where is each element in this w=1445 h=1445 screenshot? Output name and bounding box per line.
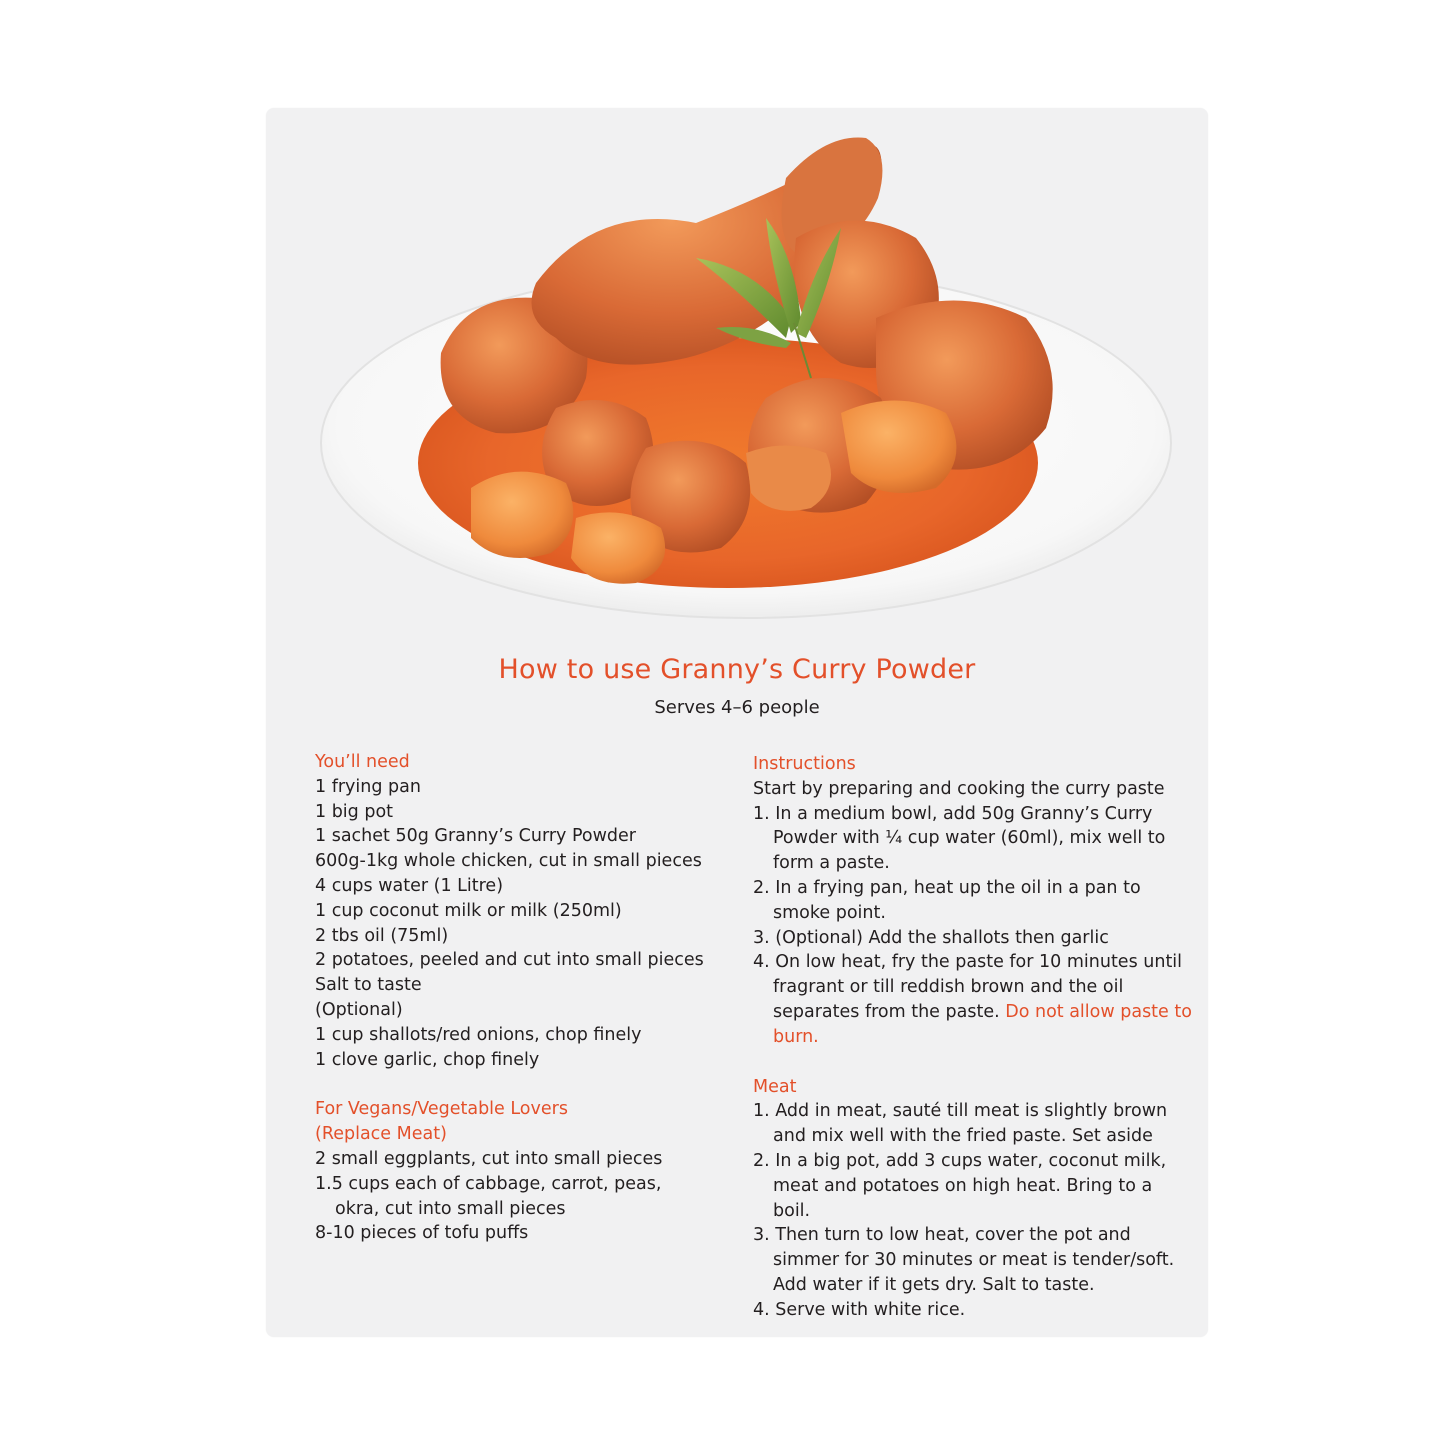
- page-title: How to use Granny’s Curry Powder: [498, 654, 976, 685]
- ingredient-item: 1 big pot: [315, 801, 394, 822]
- vegan-item: 2 small eggplants, cut into small pieces: [315, 1148, 663, 1169]
- ingredient-item: 2 potatoes, peeled and cut into small pieces: [315, 950, 704, 971]
- meat-step: 4. Serve with white rice.: [753, 1299, 966, 1320]
- meat-heading: Meat: [753, 1076, 797, 1097]
- instructions-column: [753, 752, 1192, 1323]
- ingredient-item: 1 cup coconut milk or milk (250ml): [315, 900, 622, 921]
- burn-warning: Do not allow paste to burn.: [773, 1001, 1192, 1047]
- ingredient-item: 1 cup shallots/red onions, chop finely: [315, 1024, 642, 1045]
- instruction-step: [753, 950, 1193, 1049]
- ingredient-item: 1 frying pan: [315, 776, 421, 797]
- ingredient-item: 1 clove garlic, chop finely: [315, 1049, 540, 1070]
- meat-step: 3. Then turn to low heat, cover the pot and simmer for 30 minutes or meat is tender/soft. Add water if it gets dry. Salt to taste.: [753, 1225, 1175, 1295]
- ingredients-column: [315, 750, 735, 1246]
- recipe-card: [266, 108, 1208, 1337]
- instruction-step: 3. (Optional) Add the shallots then garlic: [753, 927, 1109, 948]
- ingredient-item: 1 sachet 50g Granny’s Curry Powder: [315, 826, 636, 847]
- ingredient-item: 2 tbs oil (75ml): [315, 925, 449, 946]
- needs-heading: You’ll need: [315, 752, 410, 772]
- ingredient-item: 600g-1kg whole chicken, cut in small pieces: [315, 851, 702, 872]
- ingredient-item: 4 cups water (1 Litre): [315, 875, 504, 896]
- instruction-step: 2. In a frying pan, heat up the oil in a pan to smoke point.: [753, 877, 1141, 923]
- chicken-curry-photo: [266, 108, 1208, 668]
- vegan-heading: For Vegans/Vegetable Lovers: [315, 1099, 568, 1120]
- vegan-item: 1.5 cups each of cabbage, carrot, peas, okra, cut into small pieces: [315, 1173, 662, 1219]
- instructions-intro: Start by preparing and cooking the curry paste: [753, 778, 1165, 799]
- instructions-heading: Instructions: [753, 754, 856, 774]
- serving-size: Serves 4–6 people: [654, 697, 820, 718]
- meat-step: 2. In a big pot, add 3 cups water, coconut milk, meat and potatoes on high heat. Bring to a boil.: [753, 1150, 1167, 1221]
- instruction-step-text: 4. On low heat, fry the paste for 10 minutes until fragrant or till reddish brown and the oil separates from the paste.: [753, 952, 1183, 1022]
- ingredient-item: Salt to taste: [315, 975, 422, 996]
- instruction-step: 1. In a medium bowl, add 50g Granny’s Curry Powder with ¼ cup water (60ml), mix well to form a paste.: [753, 803, 1166, 874]
- ingredient-item: (Optional): [315, 999, 403, 1020]
- vegan-subheading: (Replace Meat): [315, 1124, 447, 1145]
- vegan-item: 8-10 pieces of tofu puffs: [315, 1223, 529, 1244]
- meat-step: 1. Add in meat, sauté till meat is slightly brown and mix well with the fried paste. Set aside: [753, 1101, 1168, 1147]
